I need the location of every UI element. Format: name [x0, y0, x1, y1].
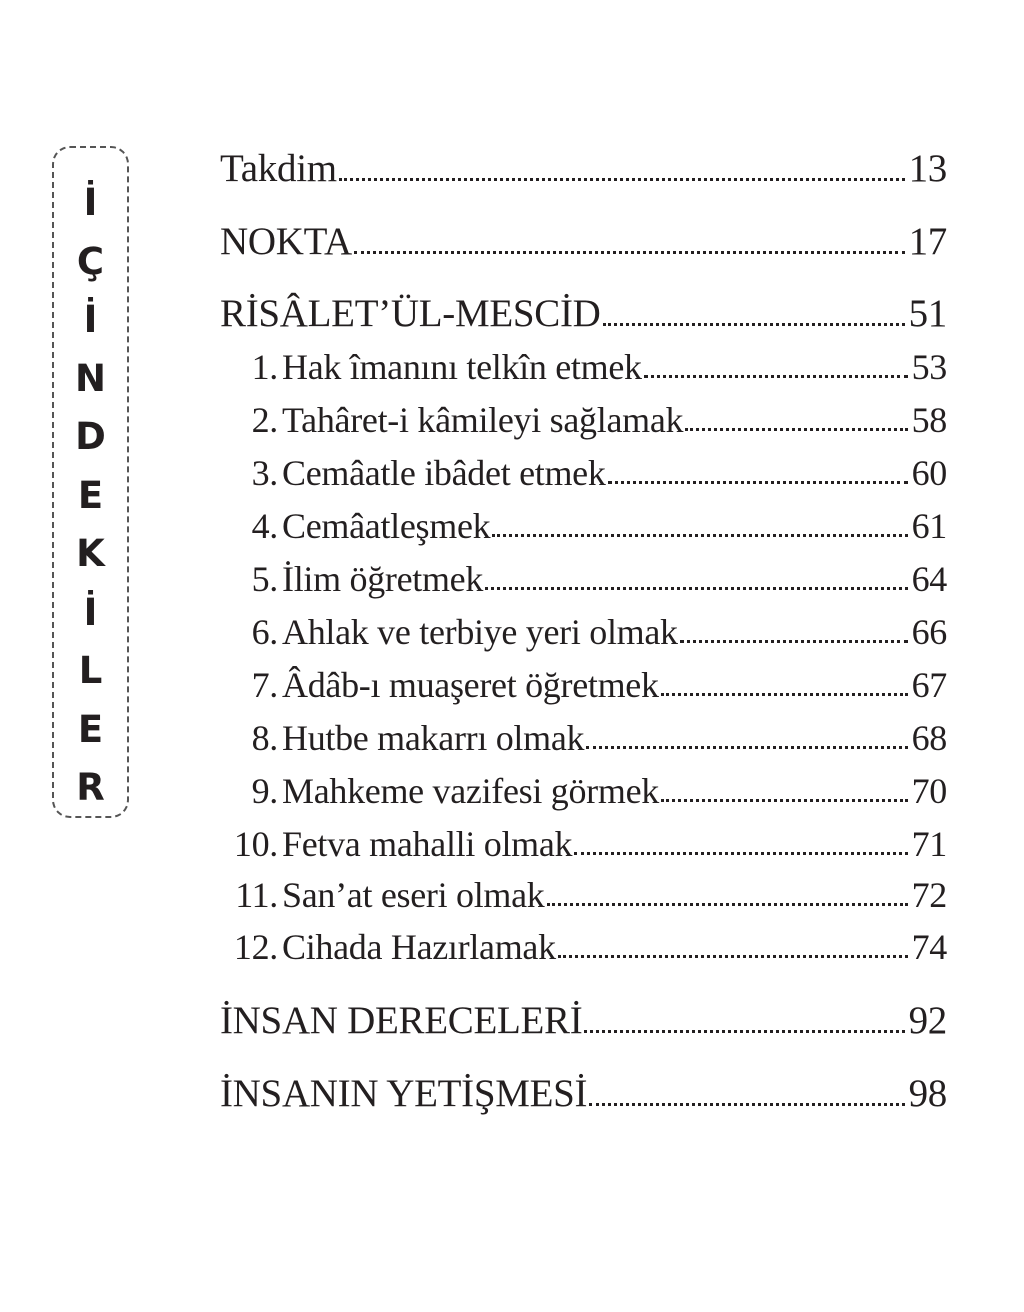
side-title-letter: K: [76, 532, 105, 575]
toc-entry-label: Tahâret-i kâmileyi sağlamak: [282, 400, 684, 440]
dot-leader: [661, 798, 908, 802]
toc-subentry-6[interactable]: [220, 611, 947, 653]
toc-entry-number: 6.: [251, 612, 278, 652]
side-title-letters: [54, 174, 127, 818]
toc-entry-number: 5.: [251, 559, 278, 599]
dot-leader: [558, 954, 908, 958]
side-title-letter: İ: [83, 181, 98, 224]
dot-leader: [589, 1102, 904, 1106]
toc-subentry-7[interactable]: [220, 664, 947, 706]
toc-entry-label: Hak îmanını telkîn etmek: [282, 347, 642, 387]
toc-subentry-2[interactable]: [220, 399, 947, 441]
toc-page-number: 53: [911, 347, 947, 387]
toc-entry-label: Âdâb-ı muaşeret öğretmek: [282, 665, 659, 705]
toc-entry-risalet-ul-mescid[interactable]: [220, 291, 947, 336]
toc-entry-number: 12.: [233, 927, 278, 967]
toc-subentry-12[interactable]: [220, 926, 947, 968]
side-title-letter: E: [77, 473, 104, 517]
toc-entry-insan-dereceleri[interactable]: [220, 998, 947, 1043]
dot-leader: [492, 533, 907, 537]
side-title-letter: L: [78, 649, 103, 692]
toc-subentry-11[interactable]: [220, 874, 947, 916]
toc-entry-label: San’at eseri olmak: [282, 875, 545, 915]
side-title-letter: E: [77, 707, 104, 751]
dot-leader: [608, 480, 908, 484]
toc-entry-label: Takdim: [220, 147, 337, 190]
dot-leader: [685, 427, 907, 431]
dot-leader: [680, 639, 908, 643]
toc-entry-number: 1.: [251, 347, 278, 387]
dot-leader: [586, 745, 907, 749]
toc-entry-label: Ahlak ve terbiye yeri olmak: [282, 612, 678, 652]
side-title-letter: İ: [83, 590, 98, 634]
toc-subentry-1[interactable]: [220, 346, 947, 388]
toc-entry-insanin-yetismesi[interactable]: [220, 1071, 947, 1116]
toc-entry-label: Cemâatleşmek: [282, 506, 491, 546]
side-title-letter: R: [76, 766, 105, 809]
toc-page-number: 67: [911, 665, 947, 705]
toc-entry-label: RİSÂLET’ÜL-MESCİD: [220, 292, 601, 335]
dot-leader: [661, 692, 908, 696]
toc-entry-number: 3.: [251, 453, 278, 493]
toc-subentry-5[interactable]: [220, 558, 947, 600]
toc-entry-label: NOKTA: [220, 220, 352, 263]
toc-page-number: 74: [911, 927, 947, 967]
dot-leader: [574, 851, 907, 855]
toc-entry-label: İlim öğretmek: [282, 559, 484, 599]
toc-entry-label: İNSANIN YETİŞMESİ: [220, 1072, 588, 1115]
contents-side-title: [52, 146, 129, 818]
toc-page-number: 92: [908, 999, 947, 1042]
toc-entry-label: Hutbe makarrı olmak: [282, 718, 585, 758]
toc-page-number: 64: [911, 559, 947, 599]
toc-entry-label: Cihada Hazırlamak: [282, 927, 556, 967]
toc-page-number: 68: [911, 718, 947, 758]
toc-page-number: 60: [911, 453, 947, 493]
dot-leader: [603, 322, 905, 326]
toc-subentry-4[interactable]: [220, 505, 947, 547]
dot-leader: [354, 250, 905, 254]
toc-entry-number: 7.: [251, 665, 278, 705]
toc-subentry-3[interactable]: [220, 452, 947, 494]
toc-page-number: 61: [911, 506, 947, 546]
toc-entry-label: İNSAN DERECELERİ: [220, 999, 583, 1042]
dot-leader: [485, 586, 908, 590]
toc-page-number: 58: [911, 400, 947, 440]
toc-page-number: 70: [911, 771, 947, 811]
toc-entry-label: Fetva mahalli olmak: [282, 824, 573, 864]
toc-page-number: 71: [911, 824, 947, 864]
toc-page-number: 98: [908, 1072, 947, 1115]
toc-page-number: 51: [908, 292, 947, 335]
side-title-letter: Ç: [76, 239, 105, 283]
toc-subentry-9[interactable]: [220, 770, 947, 812]
toc-entry-number: 11.: [235, 875, 278, 915]
side-title-letter: N: [75, 356, 106, 400]
toc-page-number: 66: [911, 612, 947, 652]
toc-entry-number: 9.: [251, 771, 278, 811]
toc-entry-number: 2.: [251, 400, 278, 440]
toc-subentry-10[interactable]: [220, 823, 947, 865]
side-title-letter: D: [75, 415, 106, 458]
side-title-letter: İ: [83, 298, 98, 341]
toc-page-number: 17: [908, 220, 947, 263]
toc-entry-label: Cemâatle ibâdet etmek: [282, 453, 606, 493]
toc-page-number: 13: [908, 147, 947, 190]
dot-leader: [584, 1029, 904, 1033]
dot-leader: [547, 902, 908, 906]
toc-entry-number: 4.: [251, 506, 278, 546]
toc-entry-number: 10.: [233, 824, 278, 864]
toc-entry-label: Mahkeme vazifesi görmek: [282, 771, 659, 811]
toc-page-number: 72: [911, 875, 947, 915]
dot-leader: [644, 374, 908, 378]
toc-entry-nokta[interactable]: [220, 219, 947, 264]
dot-leader: [339, 177, 905, 181]
toc-entry-takdim[interactable]: [220, 146, 947, 191]
toc-entry-number: 8.: [251, 718, 278, 758]
toc-subentry-8[interactable]: [220, 717, 947, 759]
